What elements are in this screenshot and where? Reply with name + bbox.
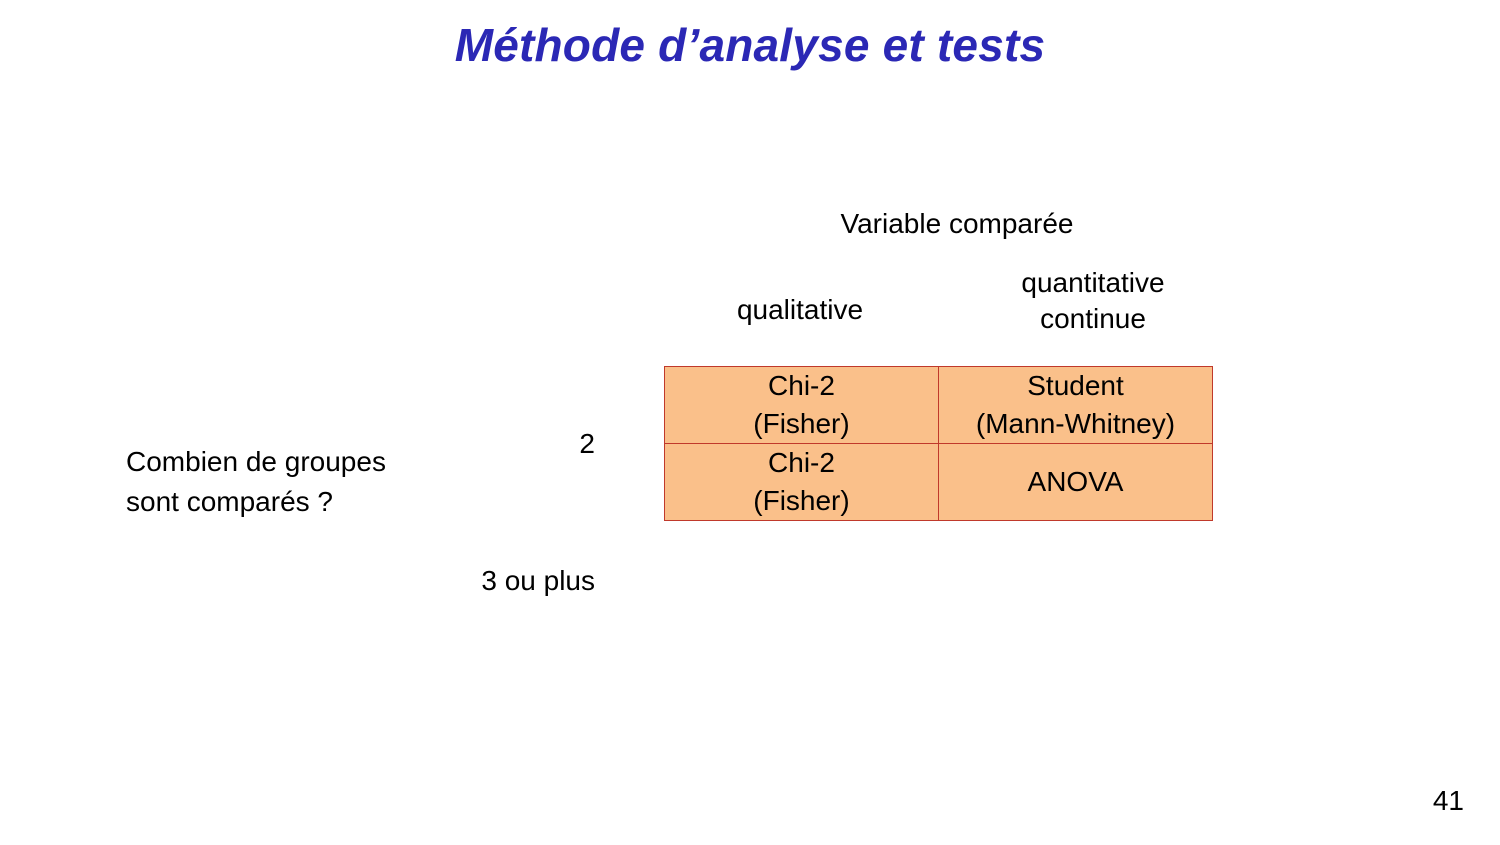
table-row (665, 444, 1213, 521)
cell-3plus-qualitative (665, 444, 939, 521)
cell-2-quantitative-line2: (Mann-Whitney) (975, 408, 1176, 439)
column-header-qualitative-line1: qualitative (736, 294, 864, 325)
cell-3plus-qualitative-line2: (Fisher) (753, 485, 850, 516)
cell-2-quantitative (939, 367, 1213, 444)
column-header-qualitative (664, 293, 936, 327)
column-header-quantitative-line2: continue (1040, 303, 1146, 334)
cell-3plus-quantitative (939, 444, 1213, 521)
cell-2-qualitative (665, 367, 939, 444)
cell-3plus-qualitative-line1: Chi-2 (768, 447, 835, 478)
column-header-quantitative-line1: quantitative (1021, 267, 1165, 298)
page-title: Méthode d’analyse et tests (454, 19, 1046, 71)
row-header-2: 2 (579, 428, 595, 459)
cell-2-qualitative-line2: (Fisher) (753, 408, 850, 439)
cell-2-qualitative-line1: Chi-2 (768, 370, 835, 401)
row-group-label: Combien de groupes sont comparés ? (126, 446, 386, 517)
row-header-3-or-more: 3 ou plus (481, 565, 595, 596)
table-row (665, 367, 1213, 444)
page-number: 41 (1432, 785, 1464, 816)
cell-3plus-quantitative-line1: ANOVA (1027, 466, 1124, 497)
column-header-quantitative (936, 265, 1250, 337)
analysis-method-matrix (664, 366, 1213, 521)
cell-2-quantitative-line1: Student (1027, 370, 1124, 401)
column-group-label: Variable comparée (840, 208, 1074, 239)
